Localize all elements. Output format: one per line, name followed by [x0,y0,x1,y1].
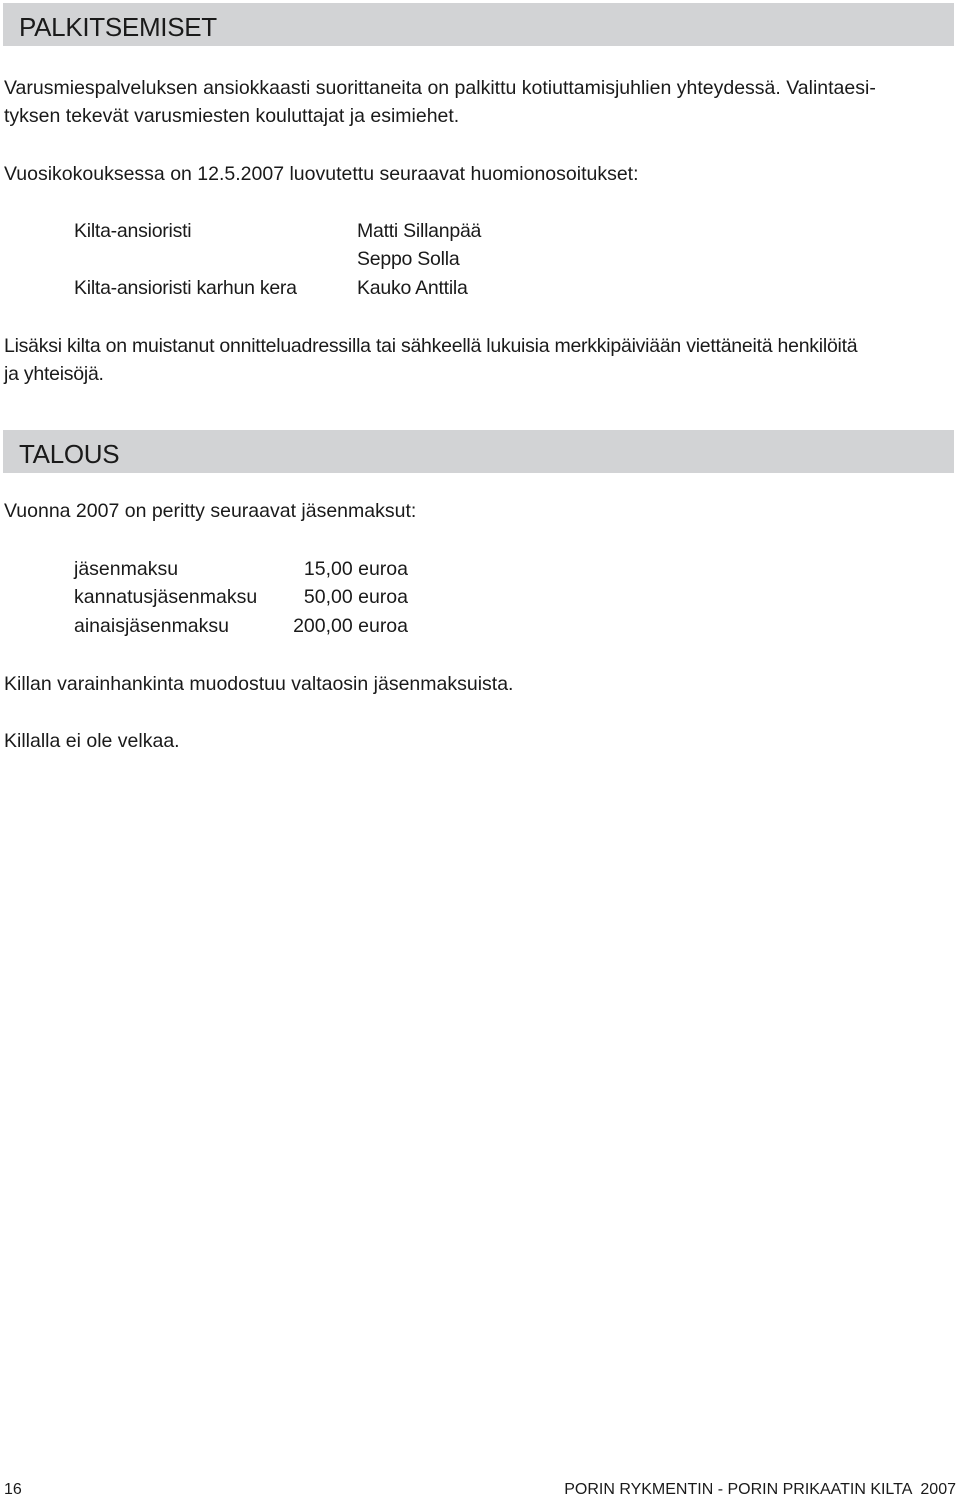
award-name: Kilta-ansioristi karhun kera [74,277,297,299]
award-recipient: Seppo Solla [357,248,460,270]
award-recipient: Kauko Anttila [357,277,468,299]
palkitsemiset-intro-line1: Varusmiespalveluksen ansiokkaasti suorittaneita on palkittu kotiuttamisjuhlien yhteydessä. Valintaesi- [4,77,876,99]
additional-line1: Lisäksi kilta on muistanut onnitteluadressilla tai sähkeellä lukuisia merkkipäiviään viettäneitä henkilöitä [4,335,858,357]
meeting-text: Vuosikokouksessa on 12.5.2007 luovutettu seuraavat huomionosoitukset: [4,163,639,185]
palkitsemiset-intro-line2: tyksen tekevät varusmiesten kouluttajat ja esimiehet. [4,105,460,127]
additional-line2: ja yhteisöjä. [4,363,104,385]
fee-type: ainaisjäsenmaksu [74,615,230,637]
publication-footer: PORIN RYKMENTIN - PORIN PRIKAATIN KILTA 2007 [564,1481,956,1498]
fees-intro: Vuonna 2007 on peritty seuraavat jäsenmaksut: [4,500,417,522]
fee-amount: 50,00 euroa [303,586,408,608]
talous-heading: TALOUS [19,439,120,469]
fee-amount: 200,00 euroa [293,615,408,637]
award-recipient: Matti Sillanpää [357,220,482,242]
fee-type: jäsenmaksu [74,558,179,580]
palkitsemiset-heading-bar [3,3,954,46]
award-name: Kilta-ansioristi [74,220,192,242]
fee-type: kannatusjäsenmaksu [74,586,258,608]
fee-amount: 15,00 euroa [303,558,408,580]
funding-text: Killan varainhankinta muodostuu valtaosin jäsenmaksuista. [4,673,514,695]
debt-text: Killalla ei ole velkaa. [4,730,180,752]
palkitsemiset-heading: PALKITSEMISET [19,12,217,42]
page-number: 16 [4,1481,22,1498]
talous-heading-bar [3,430,954,473]
